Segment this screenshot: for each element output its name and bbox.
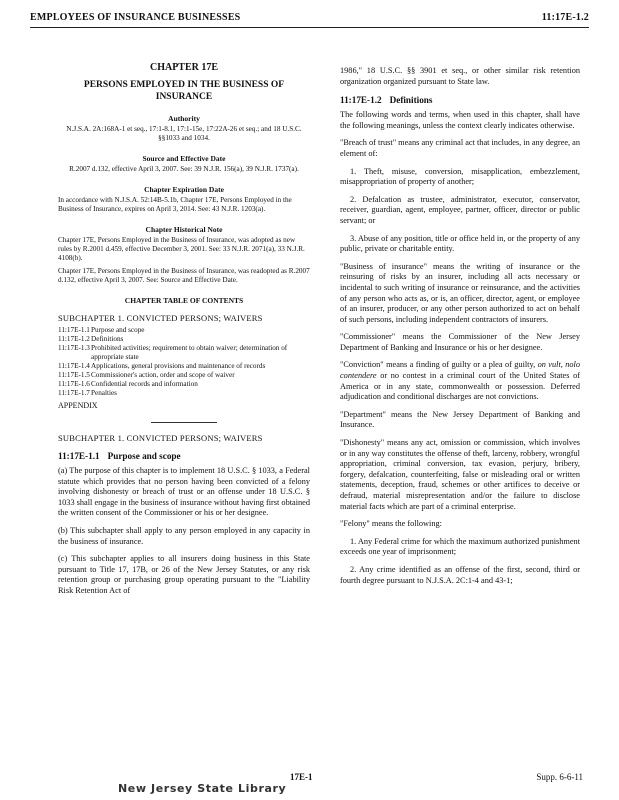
toc-title: Purpose and scope xyxy=(91,326,145,334)
paragraph-c: (c) This subchapter applies to all insurers doing business in this State pursuant to Title 17, 17B, or 26 of the New Jersey Statutes, or any risk retention group or purchasing group operating pursuant to the "Liability Risk Retention Act of xyxy=(58,554,310,595)
toc-num: 11:17E-1.1 xyxy=(58,326,90,334)
header-section: 11:17E-1.2 xyxy=(541,12,589,23)
running-header xyxy=(30,10,589,26)
header-rule xyxy=(30,27,589,28)
toc-heading: CHAPTER TABLE OF CONTENTS xyxy=(124,296,244,305)
toc-num: 11:17E-1.6 xyxy=(58,380,90,388)
toc-title: Commissioner's action, order and scope of waiver xyxy=(91,371,235,379)
section-title: Purpose and scope xyxy=(107,451,181,461)
section-heading xyxy=(340,95,580,105)
definition-item: 2. Defalcation as trustee, administrator, executor, conservator, receiver, guardian, agent, employee, partner, officer, director or public servant; or xyxy=(340,194,580,225)
note-text: N.J.S.A. 2A:168A-1 et seq., 17:1-8.1, 17:1-15e, 17:22A-26 et seq.; and 18 U.S.C. §§1033 and 1034. xyxy=(66,125,302,142)
toc-entry xyxy=(58,380,310,389)
section-divider xyxy=(151,422,217,423)
section-title: Definitions xyxy=(389,95,433,106)
definition-conviction xyxy=(340,360,580,402)
note-text: In accordance with N.J.S.A. 52:14B-5.1b, Chapter 17E, Persons Employed in the Business of Insurance, expires on April 3, 2014. See: 43 N.J.R. 1203(a). xyxy=(58,196,292,213)
note-text: Chapter 17E, Persons Employed in the Business of Insurance, was adopted as new rules by R.2001 d.459, effective December 3, 2001. See: 33 N.J.R. 2071(a), 33 N.J.R. 4108(b). xyxy=(58,236,305,262)
paragraph-a: (a) The purpose of this chapter is to implement 18 U.S.C. § 1033, a Federal statute which provides that no person having been convicted of a felony involving dishonesty or breach of trust or an offense under 18 U.S.C. § 1033 shall engage in the business of insurance without having first obtained the written consent of the Commissioner or his or her designee. xyxy=(58,466,310,518)
chapter-title: CHAPTER 17E xyxy=(149,62,219,73)
note-text: Chapter 17E, Persons Employed in the Business of Insurance, was readopted as R.2007 d.132, effective April 3, 2007. See: Source and Effective Date. xyxy=(58,267,310,284)
definition-business-of-insurance: "Business of insurance" means the writing of insurance or the reinsuring of risks by an insurer, including all acts necessary or incidental to such writing of insurance or reinsurance, and the activities of any person who acts as, or is, an officer, director, agent, or employee of an insurer, producer, or any other person authorized to act on behalf of such persons, including independent contractors of insurers. xyxy=(340,261,580,324)
toc-title: Applications, general provisions and maintenance of records xyxy=(91,362,266,370)
conviction-text: "Conviction" means a finding of guilty or a plea of guilty, xyxy=(340,360,536,370)
right-column xyxy=(340,66,580,593)
definition-breach-of-trust: "Breach of trust" means any criminal act that includes, in any degree, an element of: xyxy=(340,138,580,158)
toc-title: Definitions xyxy=(91,335,124,343)
supplement-date: Supp. 6-6-11 xyxy=(536,772,583,782)
left-column xyxy=(58,62,310,604)
note-heading: Chapter Historical Note xyxy=(145,225,223,234)
note-text: R.2007 d.132, effective April 3, 2007. See: 39 N.J.R. 156(a), 39 N.J.R. 1737(a). xyxy=(69,165,299,173)
toc-num: 11:17E-1.4 xyxy=(58,362,90,370)
definitions-intro: The following words and terms, when used in this chapter, shall have the following meanings, unless the context clearly indicates otherwise. xyxy=(340,110,580,130)
toc-subchapter: SUBCHAPTER 1. CONVICTED PERSONS; WAIVERS xyxy=(58,313,263,323)
library-stamp: New Jersey State Library xyxy=(118,782,287,795)
toc-entry xyxy=(58,335,310,344)
toc-num: 11:17E-1.2 xyxy=(58,335,90,343)
definition-item: 1. Any Federal crime for which the maximum authorized punishment exceeds one year of imprisonment; xyxy=(340,536,580,557)
note-heading: Chapter Expiration Date xyxy=(144,185,224,194)
section-heading xyxy=(58,451,310,461)
section-number: 11:17E-1.2 xyxy=(340,95,382,106)
definition-item: 1. Theft, misuse, conversion, misapplication, embezzlement, misappropriation of property of another; xyxy=(340,166,580,187)
conviction-latin: on vult, nolo contendere xyxy=(340,360,580,381)
toc-num: 11:17E-1.3 xyxy=(58,344,90,352)
chapter-subtitle: PERSONS EMPLOYED IN THE BUSINESS OF INSURANCE xyxy=(83,80,285,102)
note-heading: Source and Effective Date xyxy=(142,154,226,163)
conviction-text-rest: or no contest in a criminal court of the United States of America or in any state, commonwealth or possession. Deferred adjudication and conditional discharges are not convictions. xyxy=(340,371,581,402)
definition-felony: "Felony" means the following: xyxy=(340,519,442,529)
page-number: 17E-1 xyxy=(290,772,313,782)
toc-entry xyxy=(58,362,310,371)
section-number: 11:17E-1.1 xyxy=(58,451,100,461)
toc-num: 11:17E-1.5 xyxy=(58,371,90,379)
definition-item: 2. Any crime identified as an offense of the first, second, third or fourth degree pursuant to N.J.S.A. 2C:1-4 and 43-1; xyxy=(340,564,580,585)
toc-list xyxy=(58,326,310,398)
toc-num: 11:17E-1.7 xyxy=(58,389,90,397)
toc-title: Prohibited activities; requirement to obtain waiver; determination of appropriate state xyxy=(91,344,288,361)
continued-paragraph: 1986," 18 U.S.C. §§ 3901 et seq., or other similar risk retention organization organized pursuant to State law. xyxy=(340,66,580,86)
toc-entry xyxy=(58,326,310,335)
definition-dishonesty: "Dishonesty" means any act, omission or commission, which involves or in any way constitutes the offense of theft, larceny, robbery, wrongful appropriation, criminal conversion, tax evasion, perjury, bribery, forgery, defalcation, counterfeiting, false or misleading oral or written statements, deception, fraud, schemes or other artifices to deceive or defraud, material misrepresentation and/or the failure to disclose material facts which are part of a criminal enterprise. xyxy=(340,438,580,511)
header-title: EMPLOYEES OF INSURANCE BUSINESSES xyxy=(30,12,241,23)
note-heading: Authority xyxy=(168,114,200,123)
toc-entry xyxy=(58,389,310,398)
toc-entry xyxy=(58,371,310,380)
paragraph-b: (b) This subchapter shall apply to any person employed in any capacity in the business of insurance. xyxy=(58,525,310,546)
definition-item: 3. Abuse of any position, title or office held in, or the property of any public, private or charitable entity. xyxy=(340,233,580,254)
toc-title: Confidential records and information xyxy=(91,380,198,388)
definition-department: "Department" means the New Jersey Department of Banking and Insurance. xyxy=(340,409,580,430)
definition-commissioner: "Commissioner" means the Commissioner of the New Jersey Department of Banking and Insurance or his or her designee. xyxy=(340,332,580,352)
subchapter-heading: SUBCHAPTER 1. CONVICTED PERSONS; WAIVERS xyxy=(58,433,263,443)
toc-entry xyxy=(58,344,310,362)
toc-title: Penalties xyxy=(91,389,117,397)
toc-appendix: APPENDIX xyxy=(58,401,98,410)
